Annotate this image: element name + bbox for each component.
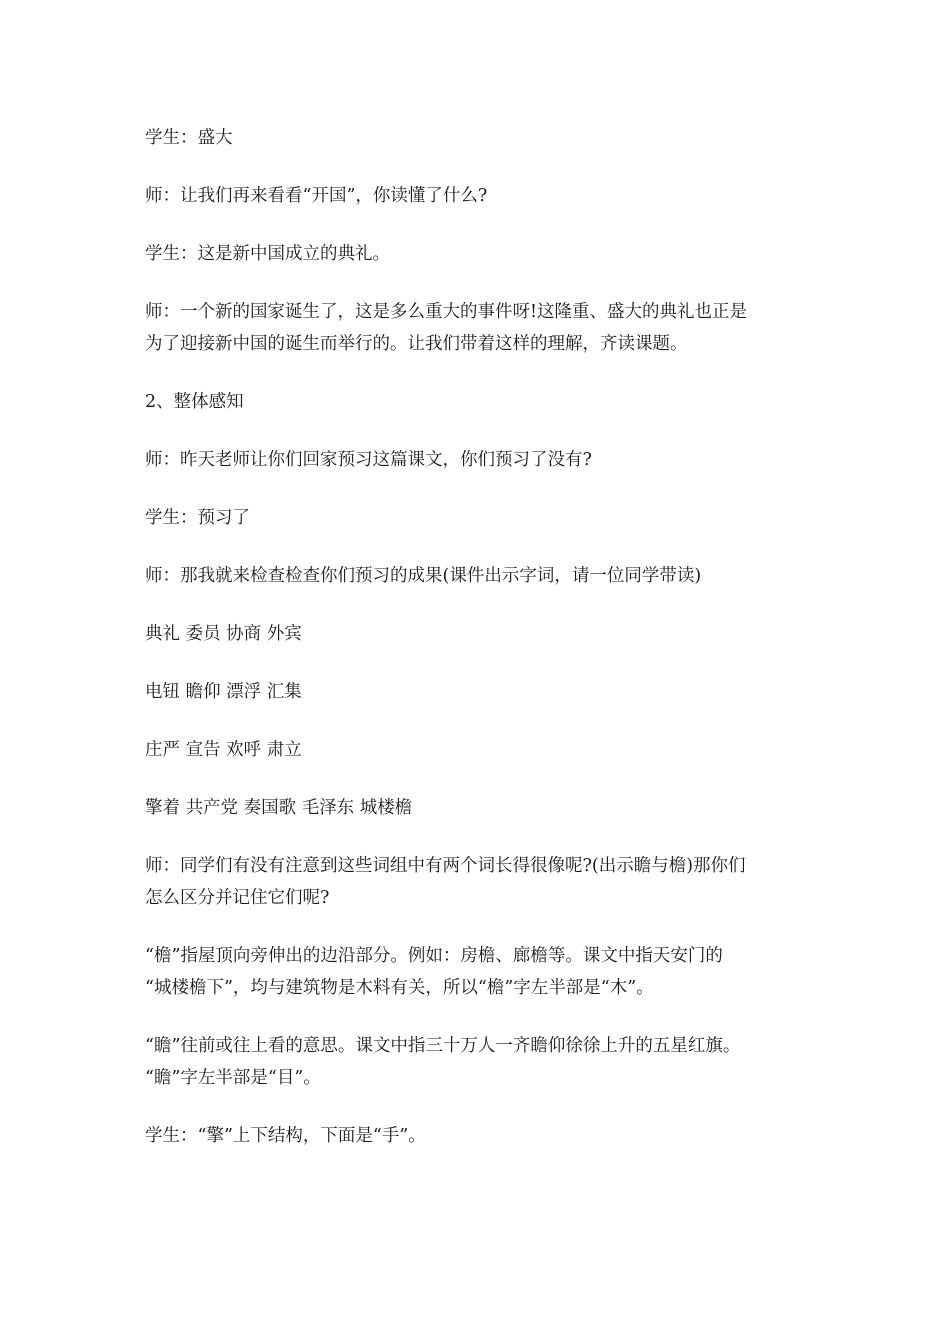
text-line: 典礼 委员 协商 外宾 [145,624,302,644]
text-line: 师：昨天老师让你们回家预习这篇课文，你们预习了没有? [145,450,592,470]
paragraph-teacher-similar-words [145,850,825,914]
text-line: 学生：预习了 [145,508,250,528]
vocabulary-row-2 [145,676,825,708]
text-line: 学生：这是新中国成立的典礼。 [145,244,390,264]
vocabulary-row-1 [145,618,825,650]
text-line: 师：让我们再来看看“开国”，你读懂了什么? [145,186,488,206]
text-line: 师：同学们有没有注意到这些词组中有两个词长得很像呢?(出示瞻与檐)那你们 [145,856,746,876]
vocabulary-row-3 [145,734,825,766]
paragraph-teacher-check-results [145,560,825,592]
text-line: “瞻”往前或往上看的意思。课文中指三十万人一齐瞻仰徐徐上升的五星红旗。 [145,1036,741,1056]
paragraph-explain-zhan [145,1030,825,1094]
text-line: 电钮 瞻仰 漂浮 汇集 [145,682,302,702]
text-line: 学生：盛大 [145,128,233,148]
text-line: 师：那我就来检查检查你们预习的成果(课件出示字词，请一位同学带读) [145,566,702,586]
text-line: “瞻”字左半部是“目”。 [145,1068,321,1088]
text-line: 庄严 宣告 欢呼 肃立 [145,740,302,760]
document-page [145,122,825,1178]
paragraph-student-answer-grand [145,122,825,154]
text-line: 擎着 共产党 奏国歌 毛泽东 城楼檐 [145,798,413,818]
paragraph-student-previewed [145,502,825,534]
paragraph-teacher-preview-question [145,444,825,476]
paragraph-student-answer-ceremony [145,238,825,270]
vocabulary-row-4 [145,792,825,824]
paragraph-teacher-question-kaiguo [145,180,825,212]
text-line: 2、整体感知 [145,392,244,412]
text-line: 为了迎接新中国的诞生而举行的。让我们带着这样的理解，齐读课题。 [145,334,688,354]
section-heading-overall-perception [145,386,825,418]
text-line: 怎么区分并记住它们呢? [145,888,330,908]
paragraph-student-qing-structure [145,1120,825,1152]
paragraph-teacher-new-nation [145,296,825,360]
paragraph-explain-yan [145,940,825,1004]
text-line: 学生：“擎”上下结构，下面是“手”。 [145,1126,426,1146]
text-line: “城楼檐下”，均与建筑物是木料有关，所以“檐”字左半部是“木”。 [145,978,654,998]
text-line: 师：一个新的国家诞生了，这是多么重大的事件呀!这隆重、盛大的典礼也正是 [145,302,748,322]
text-line: “檐”指屋顶向旁伸出的边沿部分。例如：房檐、廊檐等。课文中指天安门的 [145,946,723,966]
